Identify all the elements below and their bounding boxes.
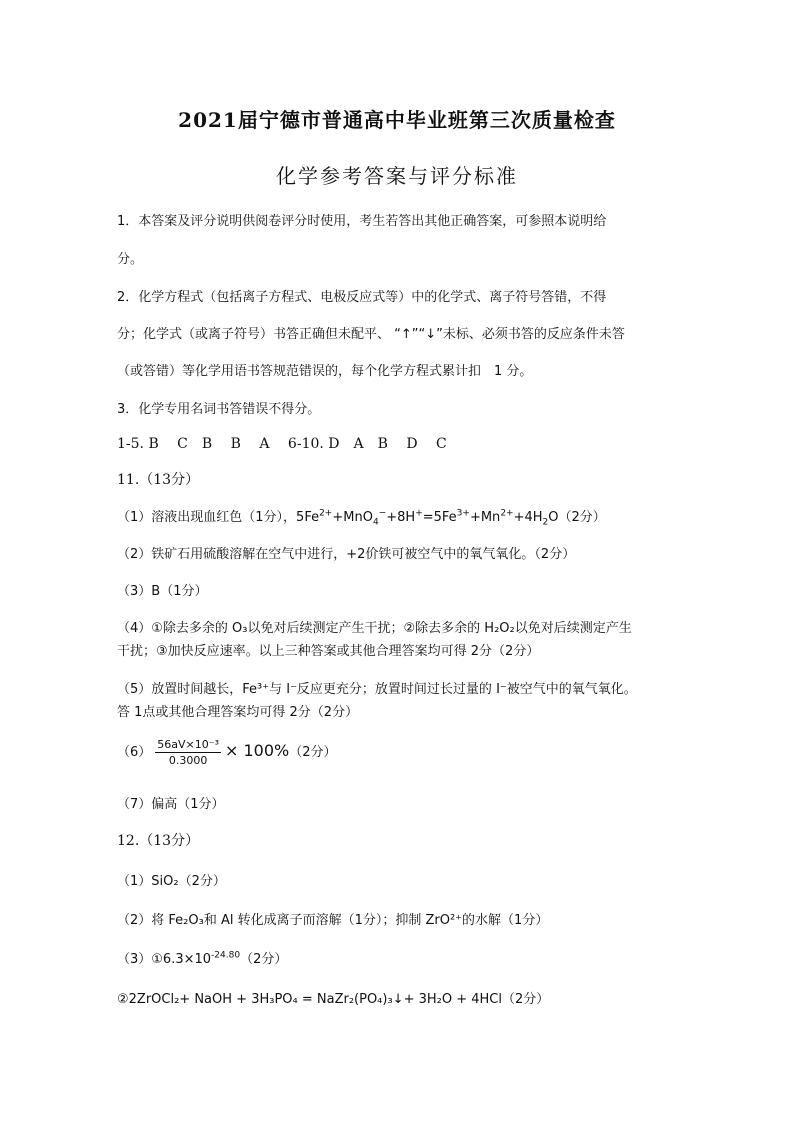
q11-answer-4-line-2: 干扰；③加快反应速率。以上三种答案或其他合理答案均可得 2分（2分）: [117, 644, 540, 659]
q12-answer-3-exponent: -24.80: [211, 950, 241, 961]
q11-answer-6-score: （2分）: [289, 745, 337, 760]
q11-answer-6-multiplier: × 100%: [224, 741, 290, 760]
note-1-line-1: 1．本答案及评分说明供阅卷评分时使用，考生若答出其他正确答案，可参照本说明给: [117, 214, 607, 229]
q11-answer-1-text: （1）溶液出现血红色（1分），5Fe: [117, 510, 320, 525]
q11-answer-1: （1）溶液出现血红色（1分），$5Fe^{2+}+MnO_4^-+8H^+=5Fe^{3+}+Mn^{2+}+4H_2O(2$分）: [117, 508, 606, 528]
q11-answer-6-label: （6）: [117, 745, 152, 760]
fraction-numerator: 56aV×10⁻³: [157, 738, 219, 751]
note-2-line-1: 2．化学方程式（包括离子方程式、电极反应式等）中的化学式、离子符号答错，不得: [117, 290, 607, 305]
q11-answer-5-line-2: 答 1点或其他合理答案均可得 2分（2分）: [117, 705, 359, 720]
q12-answer-3-equation: ②2ZrOCl₂+ NaOH + 3H₃PO₄ = NaZr₂(PO₄)₃↓+ 3H₂O + 4HCl（2分）: [117, 992, 550, 1007]
note-3: 3．化学专用名词书答错误不得分。: [117, 402, 321, 417]
q12-answer-3-value: （3）①6.3×10: [117, 952, 212, 967]
fraction-denominator: 0.3000: [168, 754, 208, 767]
q11-answer-6-fraction: [155, 738, 221, 767]
q11-heading: 11.（13分）: [117, 472, 200, 488]
q12-answer-3: [117, 948, 287, 967]
q12-answer-3-score: （2分）: [240, 952, 288, 967]
q12-answer-2: （2）将 Fe₂O₃和 Al 转化成离子而溶解（1分）；抑制 ZrO²⁺的水解（1分）: [117, 913, 549, 928]
q11-answer-7: （7）偏高（1分）: [117, 797, 225, 812]
document-title: 2021届宁德市普通高中毕业班第三次质量检查: [178, 108, 616, 132]
q12-answer-1: （1）SiO₂（2分）: [117, 874, 226, 889]
multiple-choice-answers: 1-5. B C B B A 6-10. D A B D C: [117, 436, 447, 452]
note-2-line-2: 分；化学式（或离子符号）书答正确但未配平、 “↑”“↓”未标、必须书答的反应条件未答: [117, 327, 625, 342]
q11-answer-6: [117, 738, 337, 767]
q11-answer-4-line-1: （4）①除去多余的 O₃以免对后续测定产生干扰；②除去多余的 H₂O₂以免对后续测定产生: [117, 621, 632, 636]
q12-heading: 12.（13分）: [117, 833, 200, 849]
q11-answer-1-score: （2分）: [558, 510, 606, 525]
q11-answer-5-line-1: （5）放置时间越长，Fe³⁺与 I⁻反应更充分；放置时间过长过量的 I⁻被空气中的氧气氧化。: [117, 682, 637, 697]
q11-answer-2: （2）铁矿石用硫酸溶解在空气中进行，+2价铁可被空气中的氧气氧化。（2分）: [117, 547, 576, 562]
note-1-line-2: 分。: [117, 252, 144, 267]
note-2-line-3: （或答错）等化学用语书答规范错误的，每个化学方程式累计扣 1 分。: [117, 364, 533, 379]
q11-answer-3: （3）B（1分）: [117, 584, 208, 599]
document-subtitle: 化学参考答案与评分标准: [276, 164, 518, 188]
